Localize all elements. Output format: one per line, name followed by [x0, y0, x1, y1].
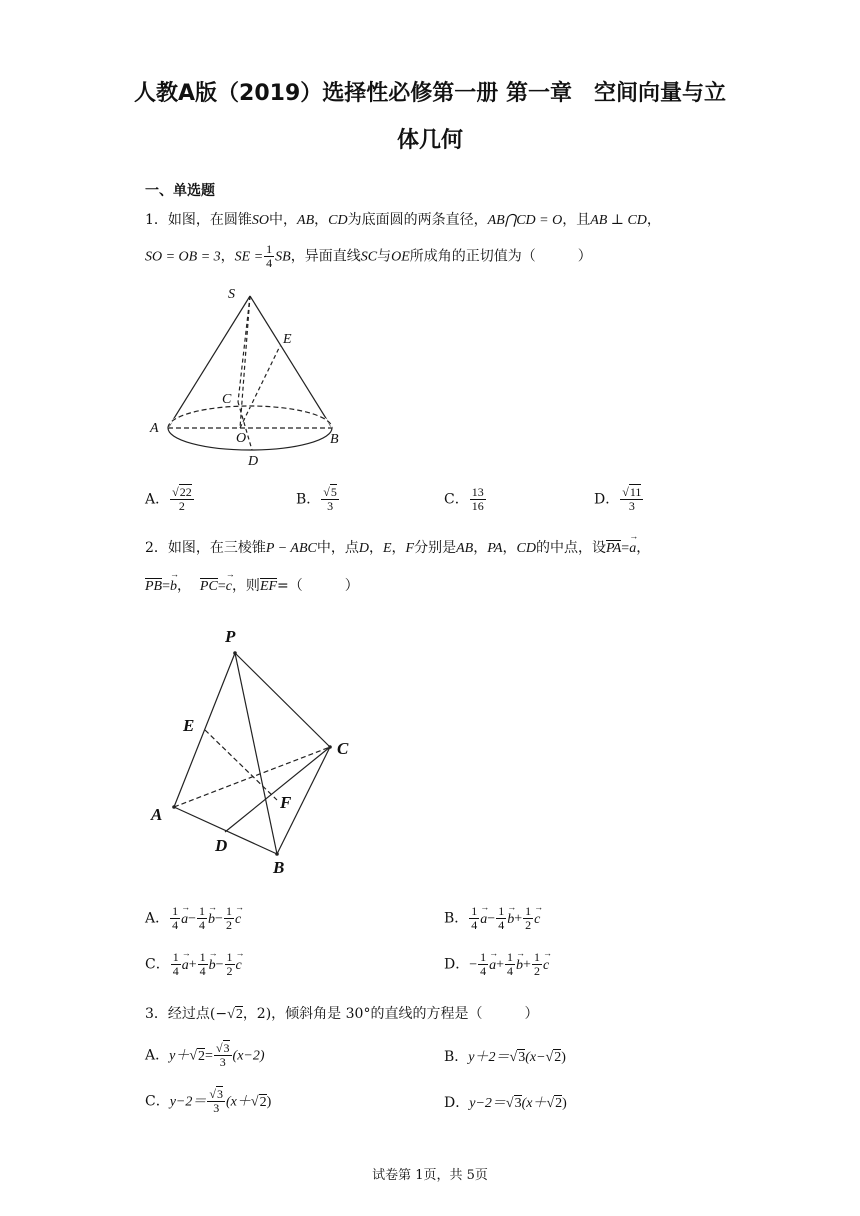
frac-num: 1: [266, 242, 273, 256]
frac-den: 4: [266, 256, 273, 270]
segment-oe: [240, 346, 280, 428]
label-e: E: [183, 716, 195, 735]
frac-den: 4: [199, 918, 206, 932]
q3-option-b[interactable]: [444, 1046, 566, 1066]
radicand: 3: [216, 1087, 223, 1101]
fraction: [469, 905, 479, 932]
vector-b: → b: [507, 912, 514, 928]
expr: ): [266, 1094, 272, 1110]
section-heading: 一、单选题: [145, 183, 215, 199]
operator: +: [188, 957, 197, 973]
frac-num: 1: [507, 950, 514, 964]
equals: =: [621, 541, 630, 556]
frac-num: 1: [199, 950, 206, 964]
expr: (x＋: [521, 1096, 547, 1111]
radicand: 2: [198, 1048, 206, 1064]
operator: +: [523, 957, 531, 973]
q2-text: ，则: [231, 578, 260, 594]
math-f: F: [405, 541, 415, 556]
question-2-line-1: [145, 537, 650, 557]
edge-pb: [235, 653, 277, 854]
math-so: SO: [251, 213, 270, 228]
sqrt: √2: [545, 1050, 562, 1065]
expr: ): [561, 1050, 566, 1065]
q2-text: ，: [177, 578, 192, 594]
math-pabc: P − ABC: [265, 541, 317, 556]
edge-ac: [174, 747, 330, 807]
q2-text: 如图，在三棱锥: [167, 540, 266, 556]
frac-den: 3: [327, 499, 334, 513]
segment-dc: [225, 747, 330, 832]
math-so-ob: SO = OB = 3: [145, 249, 221, 265]
expr: y＋: [169, 1048, 190, 1064]
q2-option-a[interactable]: [145, 905, 241, 932]
radicand: 11: [629, 485, 642, 499]
fraction: [198, 951, 208, 978]
vector-c: → c: [543, 958, 549, 974]
frac-num: 1: [199, 904, 206, 918]
math-intersection: AB⋂CD = O: [487, 213, 563, 228]
fraction: [470, 486, 486, 513]
math-d: D: [358, 541, 369, 556]
q1-option-b[interactable]: [296, 486, 340, 513]
q2-text: ，: [636, 540, 651, 556]
fraction: [170, 905, 180, 932]
q1-text: 所成角的正切值为（ ）: [409, 248, 592, 265]
frac-den: 2: [533, 964, 540, 978]
equals: =: [217, 579, 226, 594]
frac-num: 1: [172, 904, 179, 918]
label-s: S: [228, 287, 235, 302]
fraction: [224, 905, 234, 932]
fraction: [170, 486, 194, 513]
operator: −: [215, 957, 224, 973]
sign: −: [469, 957, 478, 973]
vector-a: → a: [480, 912, 487, 928]
math-pa: PA: [487, 541, 503, 556]
q2-option-b[interactable]: [444, 905, 540, 932]
frac-num: 1: [226, 950, 233, 964]
fraction: [532, 951, 542, 978]
q3-text: ，2)，倾斜角是 30°的直线的方程是（ ）: [242, 1006, 539, 1022]
radicand: 2: [554, 1050, 562, 1065]
frac-den: 4: [507, 964, 514, 978]
page-title-line-2: 体几何: [396, 128, 463, 153]
expr: (x＋: [225, 1094, 251, 1110]
q1-text: 中，: [269, 212, 298, 228]
option-label: A．: [145, 910, 170, 927]
frac-den: 4: [480, 964, 487, 978]
vector-ef: EF: [259, 579, 278, 594]
vector-a: → a: [629, 541, 636, 557]
vector-pb: PB: [145, 579, 163, 594]
q1-text: ，: [220, 248, 235, 265]
operator: +: [514, 911, 523, 927]
sqrt: √3: [505, 1096, 522, 1111]
fraction: [523, 905, 533, 932]
fraction: [496, 905, 506, 932]
option-label: A．: [145, 1047, 170, 1064]
frac-den: 2: [226, 964, 233, 978]
option-label: D．: [444, 956, 470, 973]
frac-num: 1: [480, 950, 487, 964]
frac-den: 3: [219, 1055, 226, 1069]
q2-text: 的中点，设: [535, 540, 606, 556]
q1-text: ，且: [562, 212, 591, 228]
math-perpendicular: AB ⊥ CD: [590, 213, 647, 228]
page-footer: 试卷第 1页，共 5页: [372, 1168, 488, 1183]
vector-b: → b: [170, 579, 177, 595]
label-e: E: [283, 332, 292, 347]
fraction: [225, 951, 235, 978]
frac-num: √22: [172, 485, 192, 499]
operator: −: [188, 911, 197, 927]
q2-text: ，: [368, 540, 383, 556]
q3-text: 经过点(−: [167, 1006, 228, 1022]
vector-b: → b: [516, 958, 523, 974]
edge-pc: [235, 653, 330, 747]
page-title-line-1: 人教A版（2019）选择性必修第一册 第一章 空间向量与立: [134, 81, 726, 106]
fraction: [171, 951, 181, 978]
segment-ef: [205, 730, 277, 800]
fraction: [321, 486, 339, 513]
frac-num: √3: [209, 1087, 223, 1101]
label-b: B: [330, 432, 339, 447]
question-number: 1．: [145, 212, 168, 228]
sqrt: √2: [250, 1094, 267, 1110]
expr: y＋2＝: [468, 1050, 510, 1065]
q2-text: =（ ）: [277, 578, 359, 594]
q1-text: 与: [377, 248, 392, 265]
q2-option-c[interactable]: [145, 951, 242, 978]
q1-text: 为底面圆的两条直径，: [347, 212, 488, 228]
expr: (x−2): [232, 1048, 265, 1064]
frac-num: 1: [471, 904, 478, 918]
math-ab: AB: [456, 541, 474, 556]
q2-text: 中，点: [316, 540, 359, 556]
radicand: 22: [179, 485, 192, 499]
label-o: O: [236, 431, 247, 446]
option-label: B．: [444, 1049, 469, 1065]
option-label: C．: [444, 491, 469, 508]
fraction: [214, 1042, 232, 1069]
equals: =: [205, 1048, 213, 1064]
q2-text: 分别是: [414, 540, 457, 556]
fraction: [264, 243, 274, 270]
q3-option-c[interactable]: [145, 1088, 271, 1115]
frac-num: 1: [225, 904, 232, 918]
frac-num: 1: [525, 904, 532, 918]
radicand: 2: [555, 1096, 563, 1111]
math-se: SE =: [234, 249, 264, 265]
q2-text: ，: [391, 540, 406, 556]
expr: y−2＝: [169, 1094, 207, 1110]
option-label: D．: [444, 1095, 470, 1111]
edge-so: [240, 296, 250, 428]
math-cd: CD: [328, 213, 348, 228]
q2-text: ，: [502, 540, 517, 556]
expr: (x−: [525, 1050, 546, 1065]
radicand: 2: [235, 1007, 243, 1022]
vector-b: → b: [209, 958, 216, 974]
radicand: 3: [223, 1041, 230, 1055]
frac-den: 4: [471, 918, 478, 932]
vector-c: → c: [534, 912, 540, 928]
math-sc: SC: [360, 249, 378, 265]
tetrahedron-figure: [145, 620, 375, 885]
label-a: A: [151, 805, 163, 824]
radicand: 2: [259, 1094, 267, 1110]
option-label: A．: [145, 491, 170, 508]
label-d: D: [215, 836, 228, 855]
vector-a: → a: [489, 958, 496, 974]
label-f: F: [280, 793, 292, 812]
base-ellipse-back: [168, 406, 332, 428]
frac-num: 1: [498, 904, 505, 918]
radicand: 5: [330, 485, 337, 499]
vector-pa: PA: [605, 541, 622, 556]
math-e: E: [382, 541, 392, 556]
q1-option-d[interactable]: [594, 486, 644, 513]
vector-b: → b: [208, 912, 215, 928]
fraction: [620, 486, 643, 513]
radicand: 3: [518, 1050, 526, 1065]
frac-num: 1: [533, 950, 540, 964]
option-label: B．: [444, 910, 469, 927]
label-d: D: [248, 454, 259, 469]
math-sb: SB: [275, 249, 291, 265]
q1-option-a[interactable]: [145, 486, 195, 513]
frac-den: 4: [498, 918, 505, 932]
expr: y−2＝: [469, 1096, 506, 1111]
frac-num: 13: [471, 485, 484, 499]
math-oe: OE: [391, 249, 410, 265]
radicand: 3: [514, 1096, 522, 1111]
frac-num: 1: [172, 950, 179, 964]
q1-option-c[interactable]: [444, 486, 487, 513]
sqrt: √3: [509, 1050, 526, 1065]
q1-text: ，异面直线: [290, 248, 361, 265]
equals: =: [162, 579, 171, 594]
question-number: 3．: [145, 1006, 168, 1022]
q1-text: ，: [646, 212, 661, 228]
question-1-line-1: [145, 209, 661, 229]
fraction: [197, 905, 207, 932]
label-c: C: [222, 392, 232, 407]
vector-a: → a: [182, 958, 189, 974]
question-2-line-2: [145, 575, 359, 595]
sqrt: √2: [227, 1007, 243, 1022]
operator: −: [487, 911, 496, 927]
q1-text: ，: [314, 212, 329, 228]
question-3-line-1: [145, 1003, 538, 1023]
q2-text: ，: [473, 540, 488, 556]
sqrt: √2: [189, 1048, 206, 1064]
cone-figure: [140, 280, 360, 470]
q3-option-d[interactable]: [444, 1092, 567, 1112]
frac-den: 2: [178, 499, 185, 513]
label-a: A: [150, 421, 159, 436]
frac-num: √11: [622, 485, 642, 499]
expr: ): [562, 1096, 567, 1111]
vector-pc: PC: [199, 579, 218, 594]
q2-option-d[interactable]: [444, 951, 549, 978]
frac-den: 2: [225, 918, 232, 932]
math-cd: CD: [516, 541, 536, 556]
option-label: C．: [145, 956, 170, 973]
operator: +: [496, 957, 505, 973]
q3-option-a[interactable]: [145, 1042, 265, 1069]
question-number: 2．: [145, 540, 168, 556]
frac-num: √5: [323, 485, 337, 499]
fraction: [478, 951, 488, 978]
option-label: B．: [296, 491, 321, 508]
frac-den: 4: [199, 964, 206, 978]
label-b: B: [273, 858, 285, 877]
frac-den: 16: [471, 499, 484, 513]
operator: −: [215, 911, 223, 927]
vector-a: → a: [181, 912, 188, 928]
frac-den: 4: [172, 918, 179, 932]
sqrt: √2: [546, 1096, 563, 1111]
question-1-line-2: [145, 243, 592, 270]
frac-den: 3: [628, 499, 635, 513]
option-label: C．: [145, 1093, 170, 1110]
frac-den: 4: [172, 964, 179, 978]
vector-c: → c: [235, 912, 241, 928]
fraction: [505, 951, 515, 978]
frac-den: 2: [525, 918, 532, 932]
frac-num: √3: [215, 1041, 230, 1055]
frac-den: 3: [213, 1101, 220, 1115]
label-c: C: [337, 739, 349, 758]
label-p: P: [225, 627, 236, 646]
vector-c: → c: [226, 579, 232, 595]
option-label: D．: [594, 491, 620, 508]
q1-text: 如图，在圆锥: [167, 212, 252, 228]
fraction: [207, 1088, 225, 1115]
math-ab: AB: [297, 213, 315, 228]
vector-c: → c: [236, 958, 242, 974]
